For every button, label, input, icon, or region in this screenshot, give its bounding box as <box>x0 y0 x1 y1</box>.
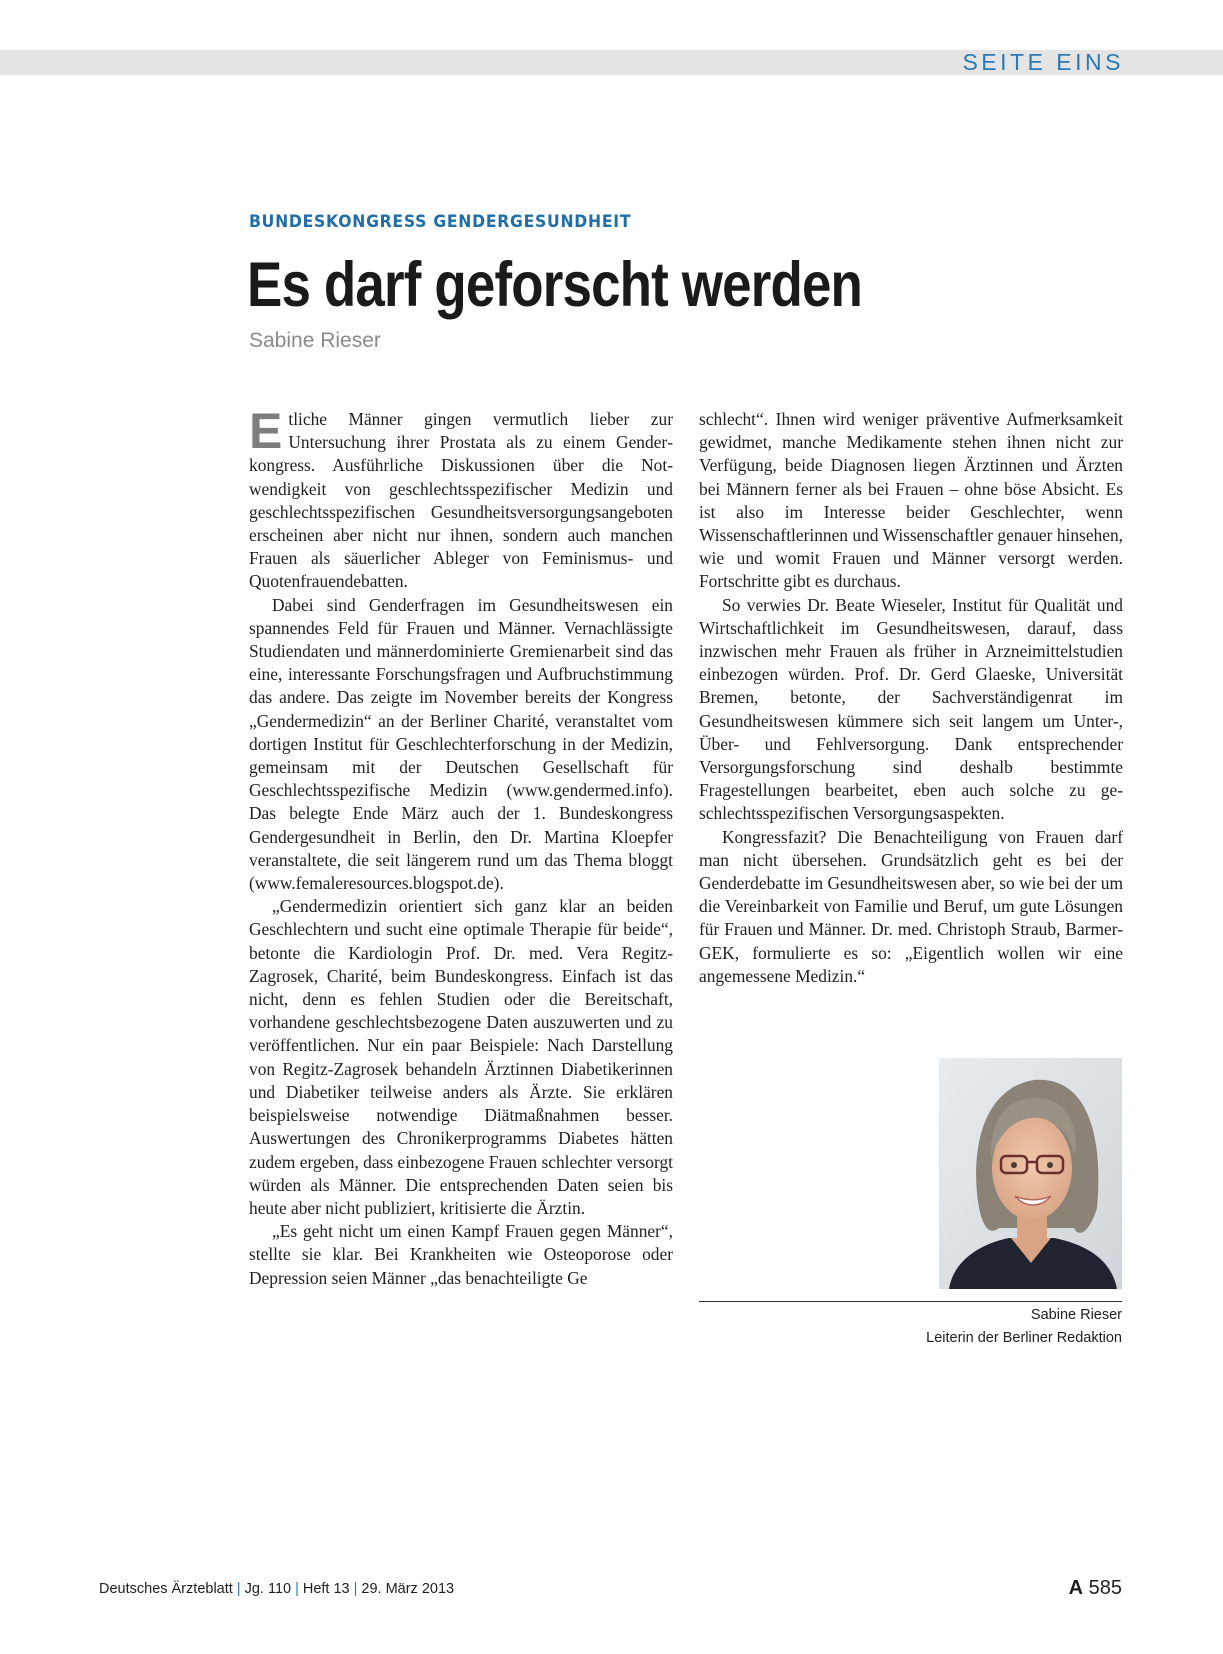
article-title: Es darf geforscht werden <box>247 250 863 320</box>
article-byline: Sabine Rieser <box>249 329 381 352</box>
article-paragraph: „Es geht nicht um einen Kampf Frauen gegen Männer“, stellte sie klar. Bei Krankheiten wie Osteoporose oder Depression seien Männer „das benachteiligte Ge <box>249 1221 673 1288</box>
author-caption <box>926 1304 1122 1350</box>
author-name: Sabine Rieser <box>1030 1307 1122 1323</box>
article-column-left <box>249 403 673 1290</box>
article-paragraph: Kongressfazit? Die Benachteiligung von Frauen darf man nicht übersehen. Grundsätzlich geht es bei der Genderdebatte im Gesundheitswesen aber, so wie bei der um die Vereinbarkeit von Familie und Beruf, um gute Lösungen für Frauen und Männer. Dr. med. Christoph Straub, Barmer-GEK, formulierte es so: „Eigentlich wollen wir eine angemessene Medizin.“ <box>699 826 1123 986</box>
article-paragraph: Dabei sind Genderfragen im Gesundheitswesen ein spannendes Feld für Frauen und Männer. Vernachlässigte Studiendaten und männerdominierte Gremienarbeit sind das eine, interessante Forschungsfragen und Aufbruchstimmung das andere. Das zeigte im November bereits der Kongress „Gendermedizin“ an der Berliner Charité, veranstaltet vom dortigen Institut für Geschlechterforschung in der Medizin, gemeinsam mit der Deutschen Gesellschaft für Geschlechtsspezifische Medizin (www.gendermed.info). Das belegte Ende März auch der 1. Bundeskongress Gendergesundheit in Berlin, den Dr. Martina Kloepfer veranstaltete, die seit längerem rund um das Thema bloggt (www.femaleresources.blogspot.de). <box>249 594 673 894</box>
article-paragraph: „Gendermedizin orientiert sich ganz klar an beiden Geschlechtern und sucht eine optimale Therapie für beide“, betonte die Kardiologin Prof. Dr. med. Vera Regitz-Zagrosek, Charité, beim Bundeskongress. Einfach ist das nicht, denn es fehlen Studien oder die Bereitschaft, vorhandene geschlechtsbezogene Daten auszuwerten und zu veröffentlichen. Nur ein paar Beispiele: Nach Darstellung von Regitz-Zagrosek behandeln Ärztinnen Diabetikerinnen und Diabetiker teilweise anders als Ärzte. Sie erklären beispielsweise notwendige Diätmaßnahmen besser. Auswertungen des Chronikerprogramms Diabetes hätten zudem ergeben, dass einbezogene Frauen schlechter versorgt würden als Männer. Die entsprechenden Daten seien bis heute aber nicht publiziert, kritisierte die Ärztin. <box>249 896 673 1218</box>
separator: | <box>295 1581 299 1597</box>
author-portrait-illustration <box>939 1058 1122 1289</box>
paragraph-text: tliche Männer gingen vermutlich lieber zur Untersuchung ihrer Prostata als zu einem Genderkongress. Ausführliche Diskussionen über die Notwendigkeit von geschlechtsspezifischer Medizin und geschlechtsspezifischen Gesundheitsversorgungsangeboten erscheinen aber nicht nur ihnen, sondern auch manchen Frauen als säuerlicher Ableger von Feminismus- und Quotenfrauendebatten. <box>249 409 673 592</box>
drop-cap: E <box>249 403 283 459</box>
journal-volume: Jg. 110 <box>244 1581 292 1597</box>
journal-name: Deutsches Ärzteblatt <box>99 1581 233 1597</box>
caption-divider <box>699 1301 1122 1302</box>
page-footer <box>99 1581 454 1597</box>
author-photo <box>939 1058 1122 1289</box>
separator: | <box>353 1581 358 1597</box>
article-kicker: BUNDESKONGRESS GENDERGESUNDHEIT <box>249 212 632 232</box>
author-role: Leiterin der Berliner Redaktion <box>926 1330 1122 1346</box>
article-paragraph: schlecht“. Ihnen wird weniger präventive Aufmerksamkeit gewidmet, manche Medikamente stehen ihnen nicht zur Verfügung, beide Diagnosen liegen Ärztinnen und Ärzten bei Männern ferner als bei Frauen – ohne böse Absicht. Es ist also im Interesse beider Geschlechter, wenn Wissenschaftlerinnen und Wissenschaftler genauer hinsehen, wie und womit Frauen und Männer versorgt werden. Fortschritte gibt es durchaus. <box>699 409 1123 592</box>
article-paragraph <box>249 403 673 594</box>
article-paragraph: So verwies Dr. Beate Wieseler, Institut für Qualität und Wirtschaftlichkeit im Gesundheitswesen, darauf, dass inzwischen mehr Frauen als früher in Arzneimittelstudien einbezogen würden. Prof. Dr. Gerd Glaeske, Universität Bremen, betonte, der Sachverständigenrat im Gesundheitswesen kümmere sich seit langem um Unter-, Über- und Fehlversorgung. Dank entsprechender Versorgungsforschung sind deshalb bestimmte Fragestellungen bearbeitet, eben auch solche zu geschlechtsspezifischen Versorgungsaspekten. <box>699 594 1123 824</box>
article-column-right <box>699 408 1123 988</box>
section-label: SEITE EINS <box>962 49 1124 75</box>
separator: | <box>236 1581 241 1597</box>
page-prefix: A <box>1068 1577 1084 1599</box>
page-number-value: 585 <box>1088 1577 1122 1599</box>
journal-date: 29. März 2013 <box>361 1581 455 1597</box>
journal-issue: Heft 13 <box>302 1581 350 1597</box>
page-number <box>1069 1577 1122 1600</box>
